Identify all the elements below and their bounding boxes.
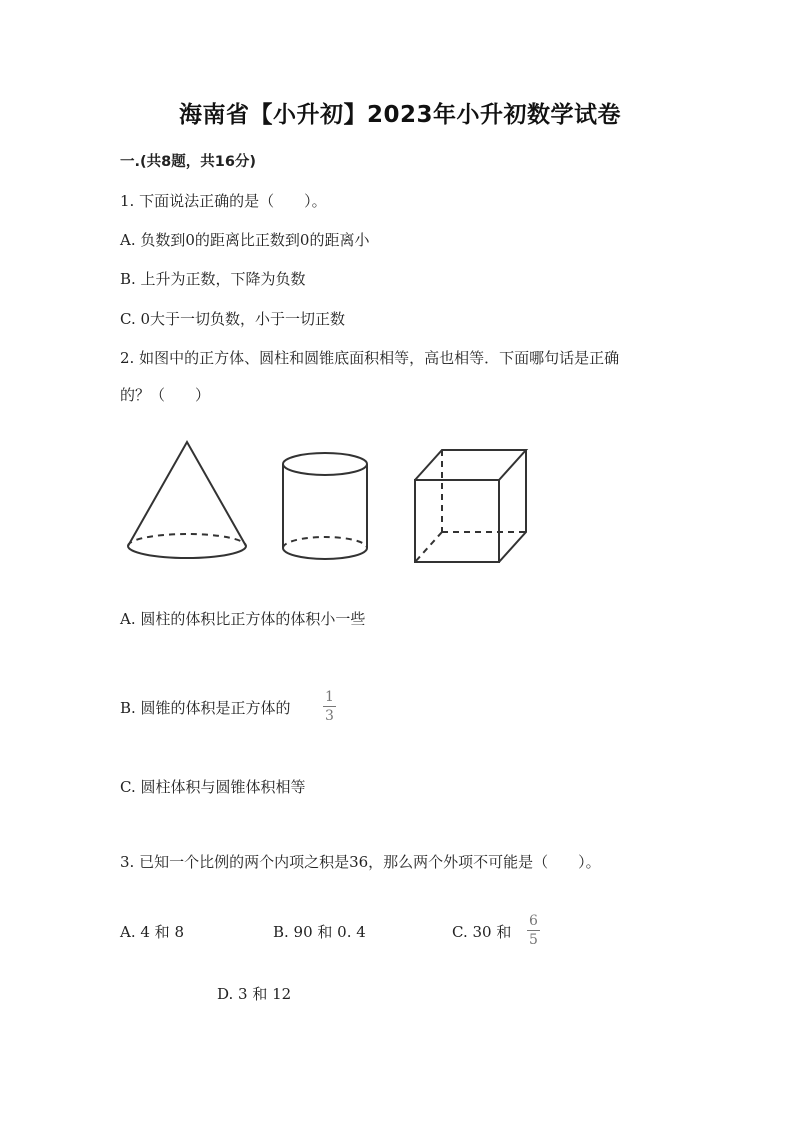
q3-option-a: A. 4 和 8 — [120, 923, 184, 941]
exam-title: 海南省【小升初】2023年小升初数学试卷 — [178, 102, 621, 128]
cylinder-icon — [283, 453, 367, 559]
q3-option-c: C. 30 和 — [452, 923, 512, 941]
cone-icon — [128, 442, 246, 558]
q2-figure — [120, 436, 540, 571]
fraction-denominator: 3 — [325, 708, 334, 724]
q3-option-d: D. 3 和 12 — [217, 985, 292, 1003]
q2-option-b-fraction — [323, 690, 336, 723]
fraction-numerator: 1 — [325, 689, 334, 705]
fraction-numerator: 6 — [529, 913, 538, 929]
q3-option-b: B. 90 和 0. 4 — [273, 923, 366, 941]
q3-option-c-fraction — [527, 914, 540, 947]
q1-option-a: A. 负数到0的距离比正数到0的距离小 — [120, 231, 370, 249]
section-header: 一.(共8题，共16分) — [120, 154, 257, 170]
fraction-denominator: 5 — [529, 932, 538, 948]
q2-option-c: C. 圆柱体积与圆锥体积相等 — [120, 778, 306, 796]
q1-option-c: C. 0大于一切负数，小于一切正数 — [120, 310, 346, 328]
q3-stem: 3. 已知一个比例的两个内项之积是36，那么两个外项不可能是（ ）。 — [120, 853, 601, 871]
q2-option-a: A. 圆柱的体积比正方体的体积小一些 — [120, 610, 366, 628]
q1-stem: 1. 下面说法正确的是（ ）。 — [120, 192, 327, 210]
q1-option-b: B. 上升为正数，下降为负数 — [120, 270, 306, 288]
q2-option-b: B. 圆锥的体积是正方体的 — [120, 699, 291, 717]
q2-stem-line2: 的？（ ） — [120, 386, 211, 404]
cube-icon — [415, 450, 526, 562]
q2-stem-line1: 2. 如图中的正方体、圆柱和圆锥底面积相等，高也相等．下面哪句话是正确 — [120, 349, 620, 367]
